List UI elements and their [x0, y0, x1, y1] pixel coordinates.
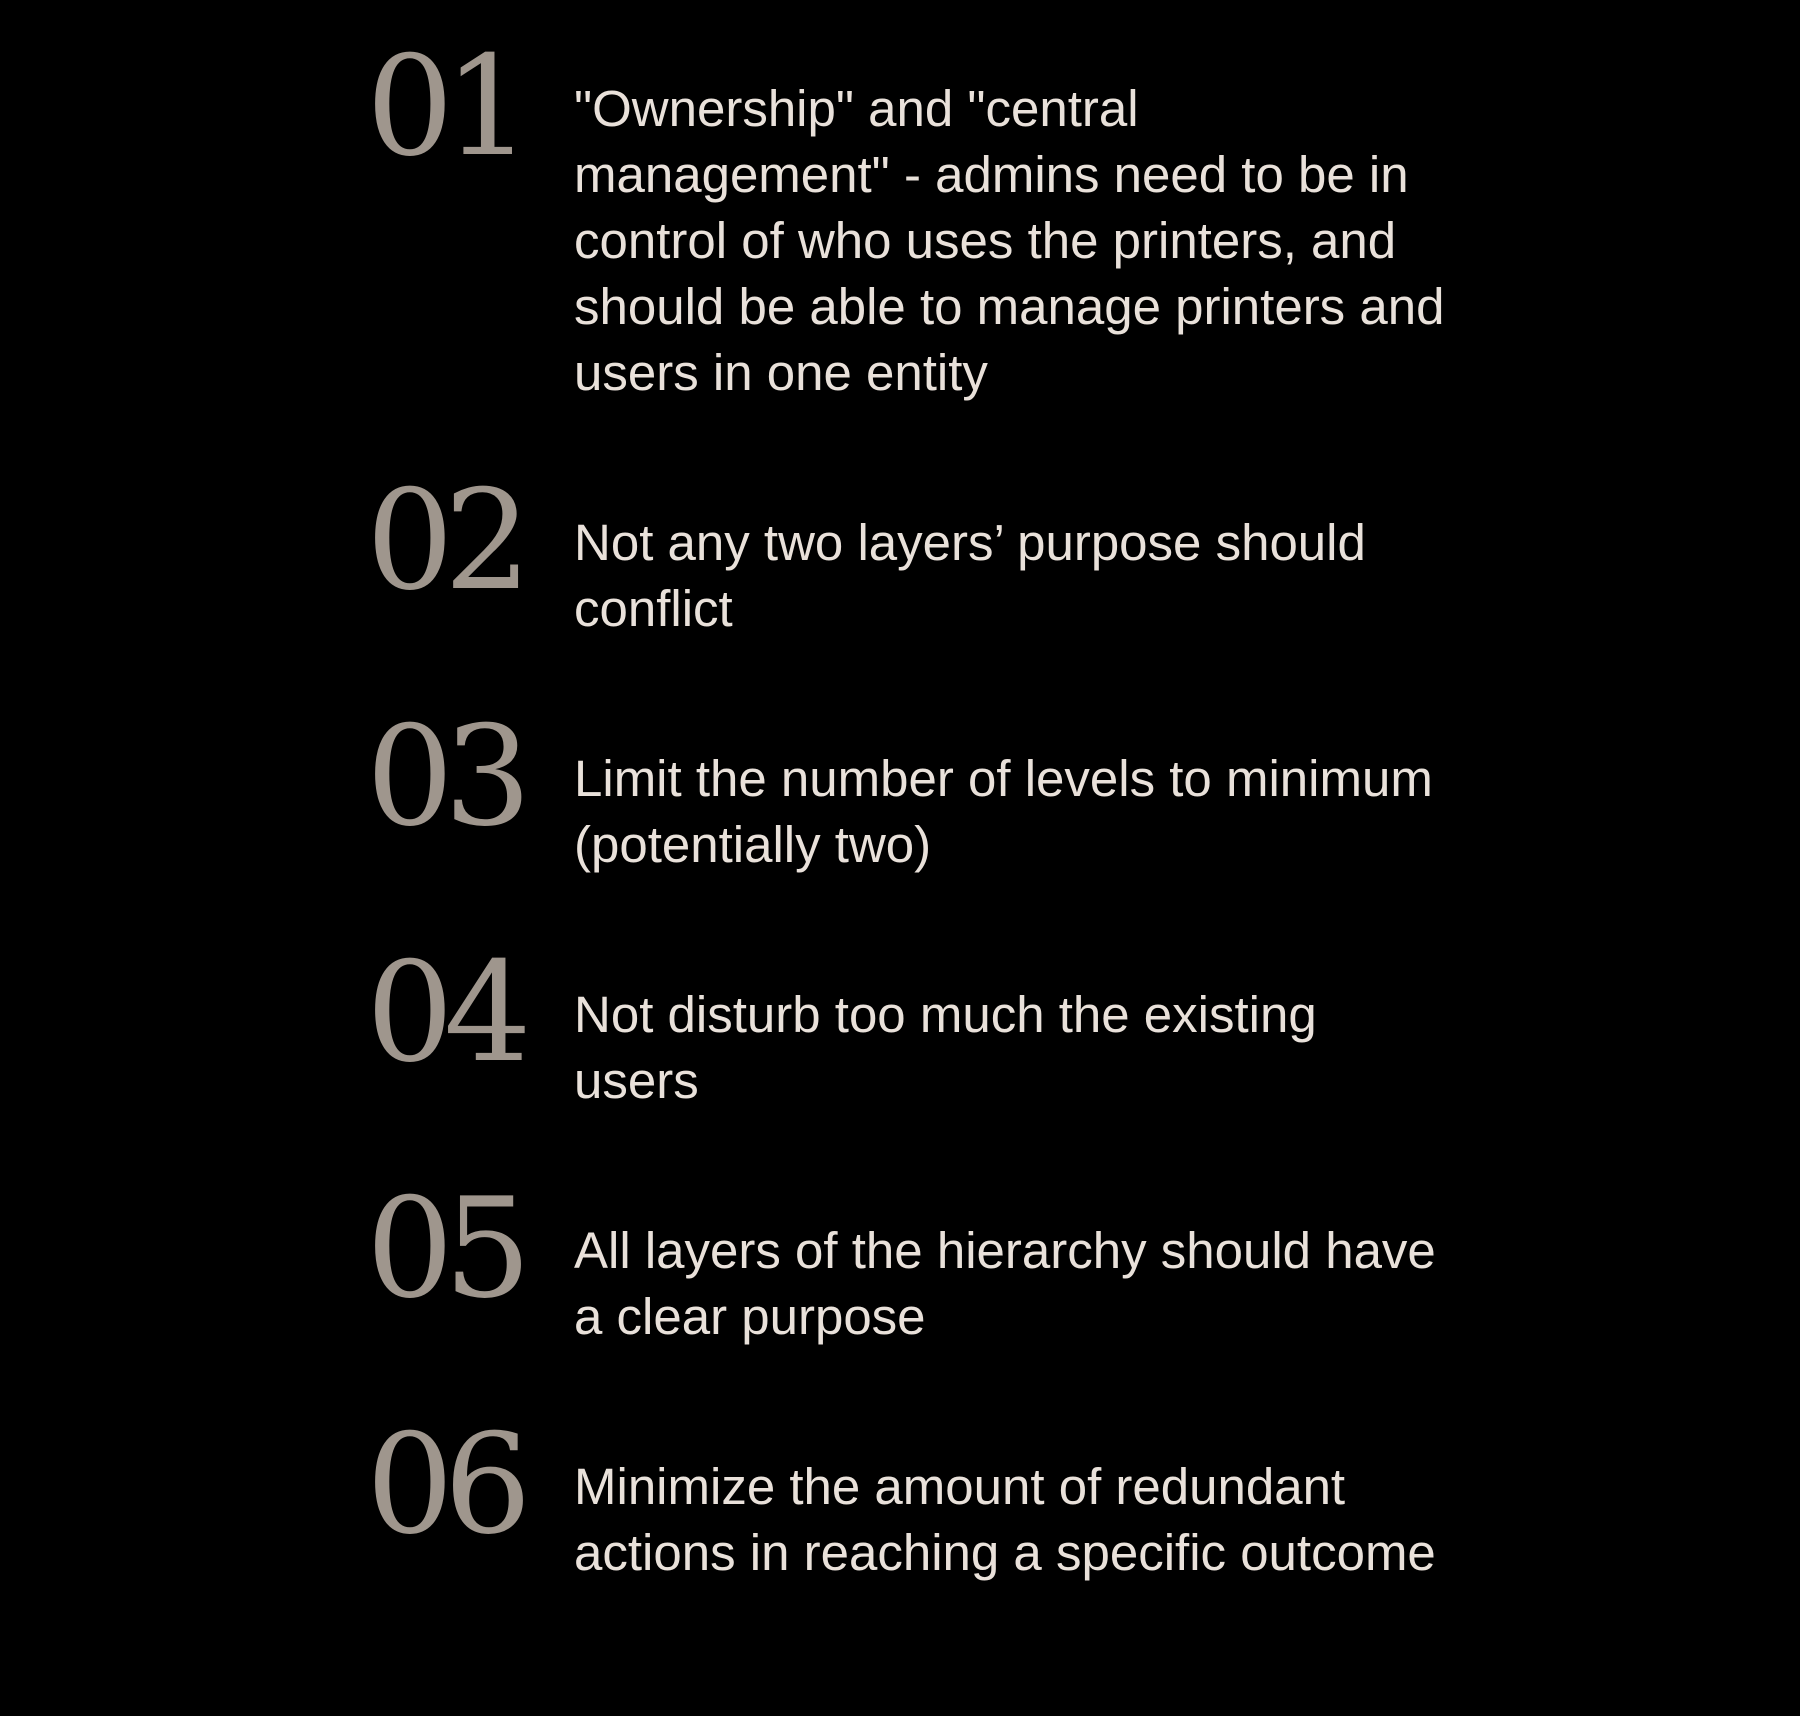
principle-number: 04 — [366, 932, 522, 1093]
principle-number: 06 — [366, 1404, 522, 1565]
principle-text: Not disturb too much the existing users — [574, 986, 1317, 1109]
principle-number: 05 — [366, 1168, 522, 1329]
principle-text: Not any two layers’ purpose should conflict — [574, 514, 1366, 637]
principle-text: All layers of the hierarchy should have a clear purpose — [574, 1222, 1436, 1345]
principle-text: "Ownership" and "central management" - admins need to be in control of who uses the printers, and should be able to manage printers and users in one entity — [574, 80, 1445, 401]
principle-number: 01 — [366, 26, 522, 187]
principle-text: Minimize the amount of redundant actions in reaching a specific outcome — [574, 1458, 1436, 1581]
principle-text: Limit the number of levels to minimum (potentially two) — [574, 750, 1433, 873]
principle-number: 02 — [366, 460, 522, 621]
principle-number: 03 — [366, 696, 522, 857]
